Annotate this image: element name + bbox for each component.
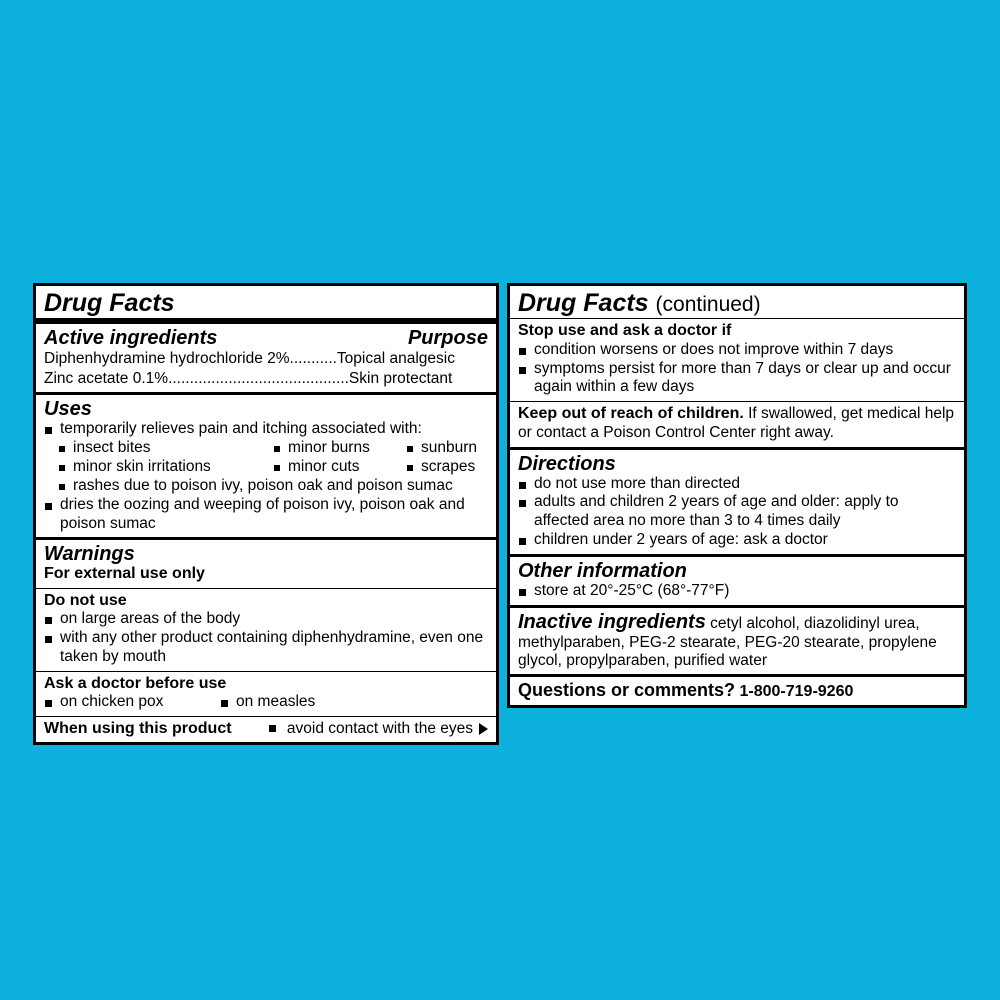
list-item: dries the oozing and weeping of poison ivy, poison oak and poison sumac: [44, 496, 488, 534]
directions-section: [510, 450, 964, 555]
other-information-heading: Other information: [518, 560, 687, 583]
bullet-square: [269, 720, 281, 738]
left-panel: [33, 283, 499, 745]
uses-section: [36, 395, 496, 537]
uses-sub-row-3: [58, 477, 488, 496]
when-using-text: avoid contact with the eyes: [286, 720, 473, 738]
warnings-heading: Warnings: [44, 543, 135, 566]
list-item: do not use more than directed: [518, 475, 956, 494]
active-ingredient-line-2: Zinc acetate 0.1%..........................................Skin protectant: [44, 369, 453, 387]
other-information-section: [510, 557, 964, 605]
questions-section: [510, 677, 964, 705]
list-item: rashes due to poison ivy, poison oak and poison sumac: [58, 477, 488, 496]
stop-use-list: [518, 341, 956, 398]
list-item: symptoms persist for more than 7 days or clear up and occur again within a few days: [518, 360, 956, 398]
right-panel-title-text: Drug Facts: [518, 289, 649, 317]
keep-out-section: [510, 402, 964, 446]
questions-phone[interactable]: 1-800-719-9260: [739, 683, 854, 701]
list-item: adults and children 2 years of age and older: apply to affected area no more than 3 to 4 times daily: [518, 493, 956, 531]
list-item: store at 20°-25°C (68°-77°F): [518, 582, 956, 601]
do-not-use-section: [36, 589, 496, 671]
inactive-ingredients-heading: Inactive ingredients: [518, 611, 706, 634]
do-not-use-list: [44, 610, 488, 667]
list-item: temporarily relieves pain and itching associated with:: [44, 420, 488, 439]
list-item: children under 2 years of age: ask a doctor: [518, 531, 956, 550]
stop-use-section: [510, 319, 964, 401]
right-panel-title-continued: (continued): [655, 293, 761, 316]
list-item: scrapes: [406, 458, 475, 477]
when-using-heading: When using this product: [44, 720, 232, 738]
questions-label: Questions or comments?: [518, 680, 736, 701]
list-item: condition worsens or does not improve within 7 days: [518, 341, 956, 360]
active-ingredients-header: [44, 327, 488, 349]
right-panel: [507, 283, 967, 708]
directions-list: [518, 475, 956, 551]
panels-container: [33, 283, 967, 745]
arrow-right-icon: [479, 723, 488, 735]
stop-use-heading: Stop use and ask a doctor if: [518, 322, 732, 340]
left-panel-title: Drug Facts: [44, 289, 175, 317]
when-using-section: [36, 717, 496, 742]
list-item: minor burns: [273, 439, 406, 458]
active-ingredients-heading: Active ingredients: [44, 327, 218, 350]
keep-out-text: If swallowed, get medical help or contact a Poison Control Center right away.: [518, 405, 955, 441]
list-item: with any other product containing diphenhydramine, even one taken by mouth: [44, 629, 488, 667]
list-item: minor skin irritations: [58, 458, 273, 477]
do-not-use-heading: Do not use: [44, 591, 127, 609]
ask-doctor-list: [44, 693, 488, 712]
right-panel-title: [510, 286, 964, 318]
list-item: insect bites: [58, 439, 273, 458]
uses-sub-row-1: [58, 439, 488, 458]
inactive-ingredients-section: [510, 608, 964, 674]
active-ingredient-line-1: Diphenhydramine hydrochloride 2%...........Topical analgesic: [44, 350, 455, 368]
uses-list: [44, 420, 488, 439]
ask-doctor-section: [36, 672, 496, 716]
when-using-detail: [269, 720, 488, 738]
active-ingredients-section: [36, 324, 496, 392]
list-item: minor cuts: [273, 458, 406, 477]
other-information-list: [518, 582, 956, 601]
uses-sub-row-2: [58, 458, 488, 477]
list-item: on measles: [220, 693, 315, 712]
list-item: on large areas of the body: [44, 610, 488, 629]
keep-out-heading: Keep out of reach of children.: [518, 405, 744, 423]
ask-doctor-heading: Ask a doctor before use: [44, 674, 227, 692]
list-item: sunburn: [406, 439, 477, 458]
inactive-ingredients-text: cetyl alcohol, diazolidinyl urea, methylparaben, PEG-2 stearate, PEG-20 stearate, propylene glycol, propylparaben, purified water: [518, 615, 937, 670]
uses-heading: Uses: [44, 398, 92, 420]
uses-list-2: [44, 496, 488, 534]
directions-heading: Directions: [518, 452, 616, 475]
list-item: on chicken pox: [44, 693, 220, 712]
purpose-heading: Purpose: [407, 327, 488, 350]
external-use-text: For external use only: [44, 565, 205, 583]
warnings-section: [36, 540, 496, 587]
